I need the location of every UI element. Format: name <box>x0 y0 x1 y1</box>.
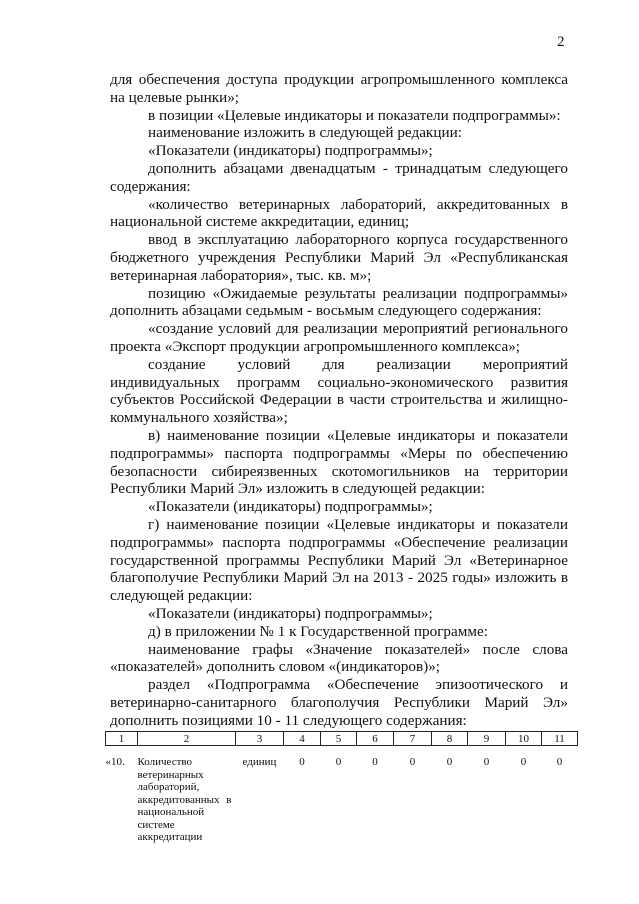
indicators-table-wrap <box>105 731 577 844</box>
table-row <box>106 756 578 844</box>
value-cell: 0 <box>335 756 342 768</box>
paragraph: ввод в эксплуатацию лабораторного корпуса государственного бюджетного учреждения Республики Марий Эл «Республиканская ветеринарная лаборатория», тыс. кв. м»; <box>110 231 568 284</box>
paragraph: в позиции «Целевые индикаторы и показатели подпрограммы»: <box>148 106 561 124</box>
value-cell: 0 <box>556 756 563 768</box>
paragraph: «Показатели (индикаторы) подпрограммы»; <box>148 498 433 516</box>
value-cell: 0 <box>483 756 490 768</box>
indicators-table <box>105 731 578 844</box>
value-cell: 0 <box>372 756 378 768</box>
paragraph: наименование графы «Значение показателей» после слова «показателей» дополнить словом «(индикаторов)»; <box>110 640 568 676</box>
row-number: «10. <box>105 756 125 768</box>
unit-cell: единиц <box>242 756 277 768</box>
column-header: 5 <box>321 732 357 746</box>
value-cell: 0 <box>409 756 416 768</box>
column-header: 10 <box>506 732 542 746</box>
column-header: 1 <box>106 732 138 746</box>
indicator-name: Количество ветеринарных лабораторий, аккредитованных в национальной системе аккредитации <box>137 756 232 843</box>
paragraph: дополнить абзацами двенадцатым - тринадцатым следующего содержания: <box>110 159 568 195</box>
paragraph: создание условий для реализации мероприятий индивидуальных программ социально-экономического развития субъектов Российской Федерации в части строительства и жилищно-коммунального хозяйства»; <box>110 355 568 427</box>
value-cell: 0 <box>299 756 305 768</box>
paragraph: «Показатели (индикаторы) подпрограммы»; <box>148 604 433 622</box>
value-cell: 0 <box>446 756 453 768</box>
column-header: 9 <box>468 732 506 746</box>
paragraph: для обеспечения доступа продукции агропромышленного комплекса на целевые рынки»; <box>110 71 568 106</box>
paragraph: «количество ветеринарных лабораторий, аккредитованных в национальной системе аккредитации, единиц; <box>110 195 568 231</box>
value-cell: 0 <box>520 756 527 768</box>
column-header: 4 <box>284 732 321 746</box>
paragraph: позицию «Ожидаемые результаты реализации подпрограммы» дополнить абзацами седьмым - восьмым следующего содержания: <box>110 284 568 320</box>
paragraph: г) наименование позиции «Целевые индикаторы и показатели подпрограммы» паспорта подпрограммы «Обеспечение реализации государственной программы Республики Марий Эл «Ветеринарное благополучие Республики Марий Эл на 2013 - 2025 годы» изложить в следующей редакции: <box>110 515 568 605</box>
table-spacer <box>106 746 578 757</box>
column-header: 3 <box>236 732 284 746</box>
paragraph: «Показатели (индикаторы) подпрограммы»; <box>148 142 433 160</box>
column-header: 7 <box>394 732 432 746</box>
paragraph: раздел «Подпрограмма «Обеспечение эпизоотического и ветеринарно-санитарного благополучия Республики Марий Эл» дополнить позициями 10 - 11 следующего содержания: <box>110 676 568 729</box>
paragraph: д) в приложении № 1 к Государственной программе: <box>148 622 488 640</box>
column-header: 11 <box>542 732 578 746</box>
paragraph: наименование изложить в следующей редакции: <box>148 124 462 142</box>
column-header: 8 <box>432 732 468 746</box>
paragraph: «создание условий для реализации мероприятий регионального проекта «Экспорт продукции агропромышленного комплекса»; <box>110 320 568 355</box>
table-header-row <box>106 732 578 746</box>
paragraph: в) наименование позиции «Целевые индикаторы и показатели подпрограммы» паспорта подпрограммы «Меры по обеспечению безопасности сибиреязвенных скотомогильников на территории Республики Марий Эл» изложить в следующей редакции: <box>110 426 568 498</box>
column-header: 6 <box>357 732 394 746</box>
body-text <box>110 71 568 729</box>
column-header: 2 <box>138 732 236 746</box>
page-number: 2 <box>557 34 565 50</box>
